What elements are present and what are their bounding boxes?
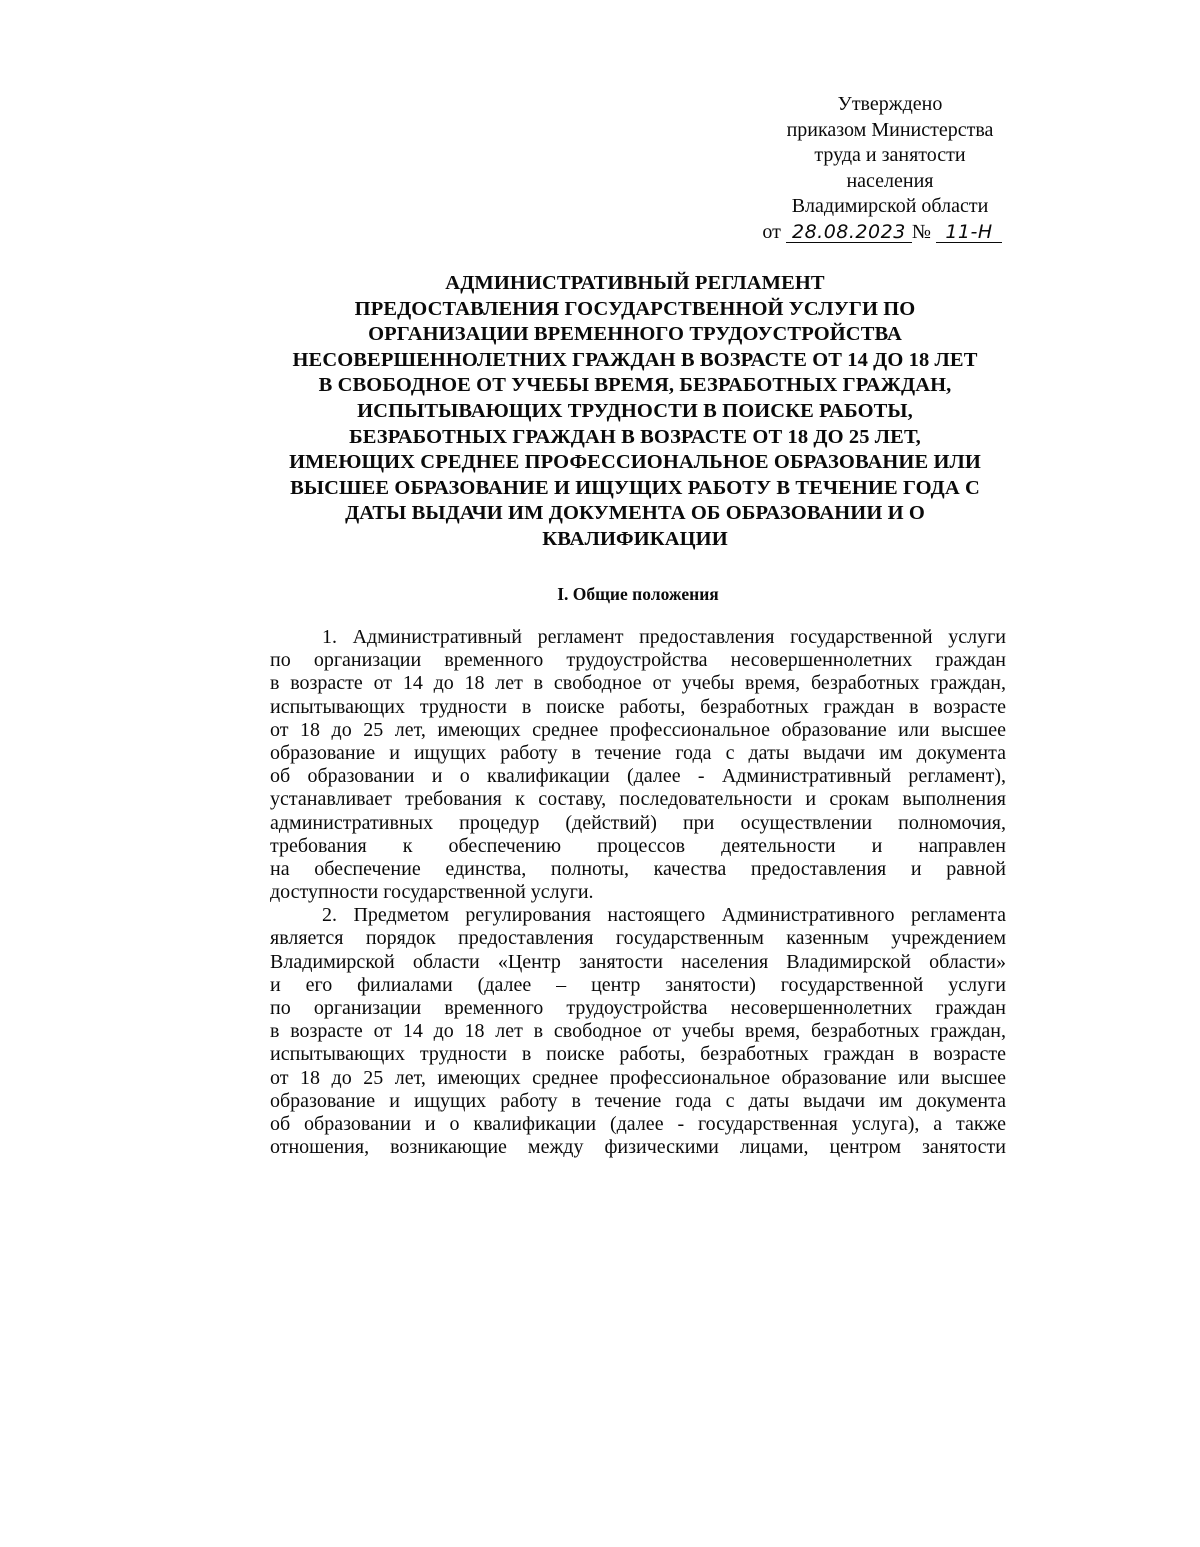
paragraph-line: в возрасте от 14 до 18 лет в свободное от учебы время, безработных граждан, <box>270 1020 1006 1043</box>
approval-date-line <box>760 220 1020 246</box>
paragraph-line: по организации временного трудоустройства несовершеннолетних граждан <box>270 997 1006 1019</box>
paragraph-line: на обеспечение единства, полноты, качества предоставления и равной <box>270 857 1006 880</box>
title-line: НЕСОВЕРШЕННОЛЕТНИХ ГРАЖДАН В ВОЗРАСТЕ ОТ 14 ДО 18 ЛЕТ <box>292 348 978 371</box>
paragraph-line: по организации временного трудоустройства несовершеннолетних граждан <box>270 649 1006 672</box>
paragraph-line: отношения, возникающие между физическими лицами, центром занятости <box>270 1136 1006 1159</box>
paragraph-line: от 18 до 25 лет, имеющих среднее профессиональное образование или высшее <box>270 718 1006 741</box>
title-line: ОРГАНИЗАЦИИ ВРЕМЕННОГО ТРУДОУСТРОЙСТВА <box>368 323 902 346</box>
title-line: ВЫСШЕЕ ОБРАЗОВАНИЕ И ИЩУЩИХ РАБОТУ В ТЕЧЕНИЕ ГОДА С <box>290 476 980 499</box>
title-line: ИСПЫТЫВАЮЩИХ ТРУДНОСТИ В ПОИСКЕ РАБОТЫ, <box>357 399 913 422</box>
date-prefix: от <box>762 220 781 243</box>
paragraph-line: об образовании и о квалификации (далее - государственная услуга), а также <box>270 1112 1006 1135</box>
paragraph-1 <box>270 626 1006 904</box>
number-sign: № <box>911 220 931 243</box>
approval-block <box>760 92 1020 245</box>
approval-line: Владимирской области <box>791 195 989 217</box>
paragraph-line: административных процедур (действий) при осуществлении полномочия, <box>270 811 1006 834</box>
title-line: БЕЗРАБОТНЫХ ГРАЖДАН В ВОЗРАСТЕ ОТ 18 ДО 25 ЛЕТ, <box>349 425 921 448</box>
title-line: ПРЕДОСТАВЛЕНИЯ ГОСУДАРСТВЕННОЙ УСЛУГИ ПО <box>354 297 916 320</box>
paragraph-line: об образовании и о квалификации (далее - Административный регламент), <box>270 765 1006 788</box>
approval-line: Утверждено <box>837 93 943 115</box>
paragraph-line: испытывающих трудности в поиске работы, безработных граждан в возрасте <box>270 1043 1006 1066</box>
paragraph-line: доступности государственной услуги. <box>270 881 594 904</box>
paragraph-line: образование и ищущих работу в течение года с даты выдачи им документа <box>270 741 1006 764</box>
paragraph-line: является порядок предоставления государственным казенным учреждением <box>270 927 1006 950</box>
title-line: КВАЛИФИКАЦИИ <box>542 527 728 550</box>
paragraph-line: 2. Предметом регулирования настоящего Административного регламента <box>322 904 1006 927</box>
paragraph-line: образование и ищущих работу в течение года с даты выдачи им документа <box>270 1089 1006 1112</box>
paragraph-2 <box>270 904 1006 1159</box>
approval-line: населения <box>846 169 934 192</box>
document-body <box>270 626 1006 1159</box>
paragraph-line: испытывающих трудности в поиске работы, безработных граждан в возрасте <box>270 695 1006 718</box>
approval-line: труда и занятости <box>814 144 966 166</box>
handwritten-number: 11-Н <box>936 222 1002 243</box>
handwritten-date: 28.08.2023 <box>786 222 912 243</box>
section-heading: I. Общие положения <box>557 584 719 604</box>
approval-line: приказом Министерства <box>786 118 994 141</box>
paragraph-line: Владимирской области «Центр занятости населения Владимирской области» <box>270 950 1006 973</box>
document-title <box>250 271 1020 553</box>
paragraph-line: устанавливает требования к составу, последовательности и срокам выполнения <box>270 788 1006 811</box>
title-line: ИМЕЮЩИХ СРЕДНЕЕ ПРОФЕССИОНАЛЬНОЕ ОБРАЗОВАНИЕ ИЛИ <box>289 451 981 474</box>
title-line: ДАТЫ ВЫДАЧИ ИМ ДОКУМЕНТА ОБ ОБРАЗОВАНИИ И О <box>345 502 925 525</box>
paragraph-line: от 18 до 25 лет, имеющих среднее профессиональное образование или высшее <box>270 1066 1006 1089</box>
paragraph-line: требования к обеспечению процессов деятельности и направлен <box>270 834 1006 857</box>
title-line: В СВОБОДНОЕ ОТ УЧЕБЫ ВРЕМЯ, БЕЗРАБОТНЫХ ГРАЖДАН, <box>318 374 952 397</box>
paragraph-line: и его филиалами (далее – центр занятости) государственной услуги <box>270 973 1006 996</box>
paragraph-line: в возрасте от 14 до 18 лет в свободное от учебы время, безработных граждан, <box>270 672 1006 695</box>
paragraph-line: 1. Административный регламент предоставления государственной услуги <box>322 626 1006 648</box>
title-line: АДМИНИСТРАТИВНЫЙ РЕГЛАМЕНТ <box>445 272 825 294</box>
